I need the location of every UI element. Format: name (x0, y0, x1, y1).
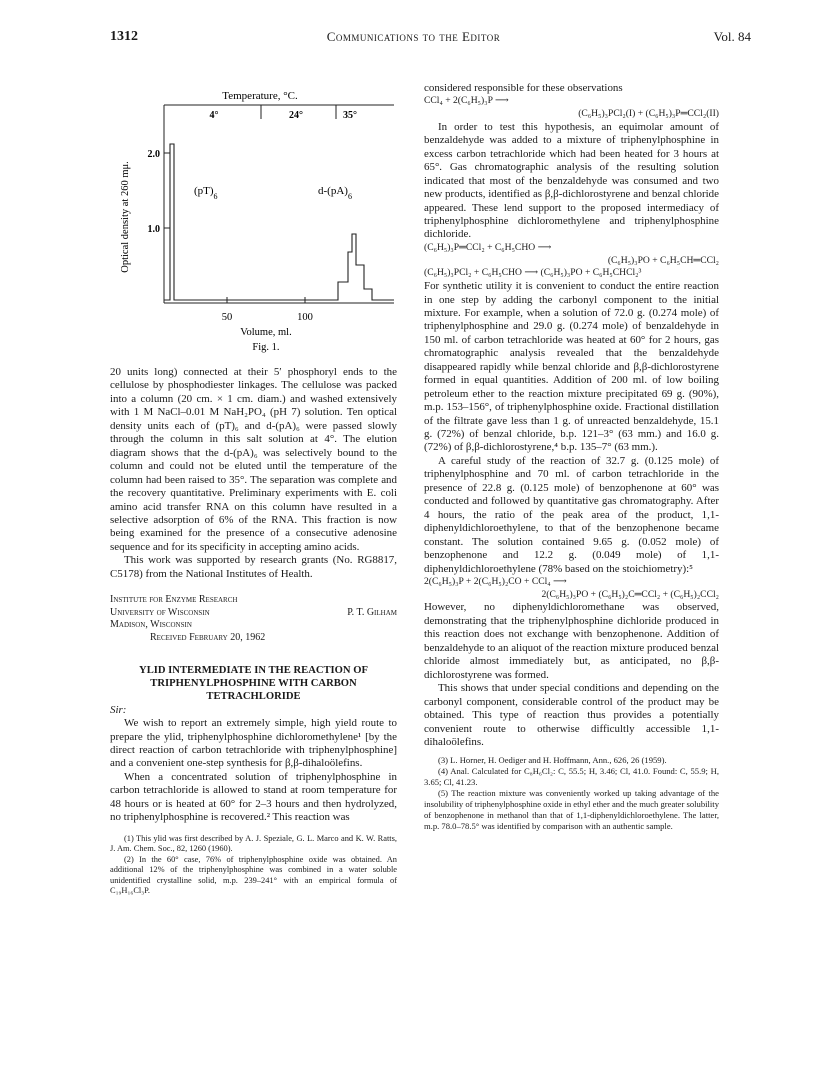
article-paragraph: When a concentrated solution of triphenylphosphine in carbon tetrachloride is allowed to stand at room temperature for 48 hours or is heated at 60° for 2–3 hours and then hydrolyzed, no triphenylphosphine is recovered.² This reaction was (110, 770, 397, 824)
author-name: P. T. Gilham (347, 606, 397, 618)
peak-label-sub: 6 (213, 192, 218, 201)
y-axis-label: Optical density at 260 mμ. (120, 161, 131, 273)
footnote: (5) The reaction mixture was conveniently worked up taking advantage of the insolubility of triphenylphosphine oxide in ethyl ether and the much greater solubility of benzophenone in methanol than that of 1,1-diphenyldichloroethylene. The latter, m.p. 78.0–78.5° was identified by comparison with an authentic sample. (424, 788, 719, 831)
right-column (424, 82, 719, 832)
x-tick-label-50: 50 (221, 312, 233, 323)
elution-figure (110, 84, 410, 354)
peak-label-sub: 6 (347, 192, 352, 201)
body-paragraph: considered responsible for these observations (424, 82, 623, 94)
figure-caption: Fig. 1. (252, 342, 280, 353)
equation-line: (C₆H₅)₃P═CCl₂ + C₆H₅CHO ⟶ (424, 241, 552, 253)
left-footnotes (110, 834, 397, 897)
temperature-axis-title: Temperature, °C. (222, 90, 298, 102)
affiliation-university: University of Wisconsin (110, 606, 210, 618)
body-paragraph: In order to test this hypothesis, an equimolar amount of benzaldehyde was added to a mixture of triphenylphosphine in excess carbon tetrachloride which had been heated for 3 hours at 65°. Gas chromatographic analysis of the resulting solution indicated that most of the benzaldehyde was consumed and two new products, identified as β,β-dichlorostyrene and benzal chloride appeared. These lend support to the proposed intermediacy of triphenylphosphine dichloromethylene and triphenylphosphine dichloride. (424, 120, 719, 241)
received-date: Received February 20, 1962 (150, 631, 266, 643)
footnote: (3) L. Horner, H. Oediger and H. Hoffmann, Ann., 626, 26 (1959). (438, 755, 667, 766)
left-column (110, 366, 397, 897)
x-axis-label: Volume, ml. (240, 327, 292, 338)
volume-label: Vol. 84 (713, 29, 751, 44)
equation-line: (C₆H₅)₃PCl₂ + C₆H₅CHO ⟶ (C₆H₅)₃PO + C₆H₅CHCl₂³ (424, 267, 642, 279)
affiliation-city: Madison, Wisconsin (110, 619, 192, 631)
x-tick-label-100: 100 (297, 312, 313, 323)
article-paragraph: We wish to report an extremely simple, high yield route to prepare the ylid, triphenylphosphine dichloromethylene¹ [by the direct reaction of carbon tetrachloride with triphenylphosphine] and a convenient one-step synthesis for β,β-dihaloölefins. (110, 717, 397, 770)
y-tick-label-1: 1.0 (147, 224, 160, 235)
elution-trace (164, 144, 394, 300)
affiliation-university-row (110, 607, 397, 620)
y-tick-label-2: 2.0 (147, 149, 160, 160)
equation-line: CCl₄ + 2(C₆H₅)₃P ⟶ (424, 95, 509, 107)
body-paragraph: This shows that under special conditions and depending on the carbonyl component, considerable control of the product may be obtained. This type of reaction thus provides a potentially convenient route to otherwise difficultly accessible 1,1-dihaloölefins. (424, 682, 719, 748)
right-footnotes (424, 755, 719, 831)
equation-line: 2(C₆H₅)₃P + 2(C₆H₅)₂CO + CCl₄ ⟶ (424, 576, 567, 588)
article-title: YLID INTERMEDIATE IN THE REACTION OF TRIPHENYLPHOSPHINE WITH CARBON TETRACHLORIDE (139, 665, 368, 702)
body-paragraph: A careful study of the reaction of 32.7 g. (0.125 mole) of triphenylphosphine and 70 ml. of carbon tetrachloride in the presence of 22.8 g. (0.125 mole) of benzophenone at 60° was conducted and followed by quantitative gas chromatography. After 4 hours, the ratio of the peak area of the product, 1,1-diphenyldichloroethylene, to that of the benzophenone became constant. The solution contained 9.65 g. (0.052 mole) of benzophenone and 12.2 g. (0.049 mole) of 1,1-diphenyldichloroethylene (78% based on the stoichiometry):⁵ (424, 454, 719, 575)
peak-label-text: d-(pA) (318, 185, 348, 197)
journal-title: Communications to the Editor (326, 29, 501, 44)
equation-line: 2(C₆H₅)₃PO + (C₆H₅)₂C═CCl₂ + (C₆H₅)₂CCl₂ (541, 588, 719, 600)
body-paragraph: However, no diphenyldichloromethane was observed, demonstrating that the triphenylphosphine dichloride produced in this reaction does not exchange with benzophenone. Addition of benzaldehyde to an aliquot of the reaction mixture produced benzal chloride almost immediately but, as anticipated, no β,β-dichlorostyrene was formed. (424, 601, 719, 681)
equation-line: (C₆H₅)₃PCl₂(I) + (C₆H₅)₃P═CCl₂(II) (578, 108, 719, 120)
acknowledgment-paragraph: This work was supported by research grants (No. RG8817, C5178) from the National Institutes of Health. (110, 554, 397, 580)
salutation: Sir: (110, 703, 127, 716)
body-paragraph: 20 units long) connected at their 5′ phosphoryl ends to the cellulose by phosphodiester linkages. The cellulose was packed into a column (20 cm. × 1 cm. diam.) and washed extensively with 1 M NaCl–0.01 M NaH₂PO₄ (pH 7) solution. Ten optical density units each of (pT)₆ and d-(pA)₆ were passed slowly through the column in this salt solution at 4°. The elution diagram shows that the d-(pA)₆ was selectively bound to the column and could not be eluted until the temperature of the column had been raised to 35°. The separation was complete and the recovery quantitative. Preliminary experiments with E. coli amino acid transfer RNA on this column have resulted in a selective adsorption of 6% of the RNA. This fraction is now being examined for the presence of a consecutive adenosine sequence and for its specificity in accepting amino acids. (110, 366, 397, 553)
body-paragraph: For synthetic utility it is convenient to conduct the entire reaction in one step by adding the carbonyl component to the initial mixture. For example, when a solution of 72.0 g. (0.274 mole) of triphenylphosphine and 29.0 g. (0.274 mole) of benzaldehyde in 150 ml. of carbon tetrachloride was heated at 60° for 2 hours, gas chromatographic analysis revealed that the benzaldehyde disappeared rapidly while benzal chloride and β,β-dichlorostyrene formed in equal quantities. Addition of 200 ml. of low boiling petroleum ether to the reaction mixture precipitated 69 g. (90%), m.p. 153–156°, of triphenylphosphine oxide. Fractional distillation of the filtrate gave less than 1 g. of unreacted benzaldehyde, 15.1 g. (72%) of benzal chloride, b.p. 121–3° (63 mm.) and 16.0 g. (72%) of β,β-dichlorostyrene,⁴ b.p. 135–7° (63 mm.). (424, 280, 719, 454)
peak-label-text: (pT) (194, 185, 214, 197)
temperature-label-4: 4° (209, 110, 219, 121)
affiliation-institute: Institute for Enzyme Research (110, 594, 238, 606)
peak-label-pt6 (194, 185, 218, 201)
peak-label-dpa6 (318, 185, 352, 201)
footnote: (4) Anal. Calculated for C₈H₆Cl₂: C, 55.5; H, 3.46; Cl, 41.0. Found: C, 55.9; H, 3.65; Cl, 41.23. (424, 766, 719, 788)
temperature-label-24: 24° (289, 110, 303, 121)
equation-line: (C₆H₅)₃PO + C₆H₅CH═CCl₂ (607, 254, 719, 266)
temperature-label-35: 35° (343, 110, 357, 121)
page-number: 1312 (110, 29, 138, 44)
footnote: (2) In the 60° case, 76% of triphenylphosphine oxide was obtained. An additional 12% of the triphenylphosphine was combined in a water soluble unidentified crystalline solid, m.p. 239–241° with an empirical formula of C₁₉H₁₆Cl₃P. (110, 854, 397, 896)
affiliation-block (110, 594, 397, 644)
footnote: (1) This ylid was first described by A. J. Speziale, G. L. Marco and K. W. Ratts, J. Am. Chem. Soc., 82, 1260 (1960). (110, 833, 397, 854)
